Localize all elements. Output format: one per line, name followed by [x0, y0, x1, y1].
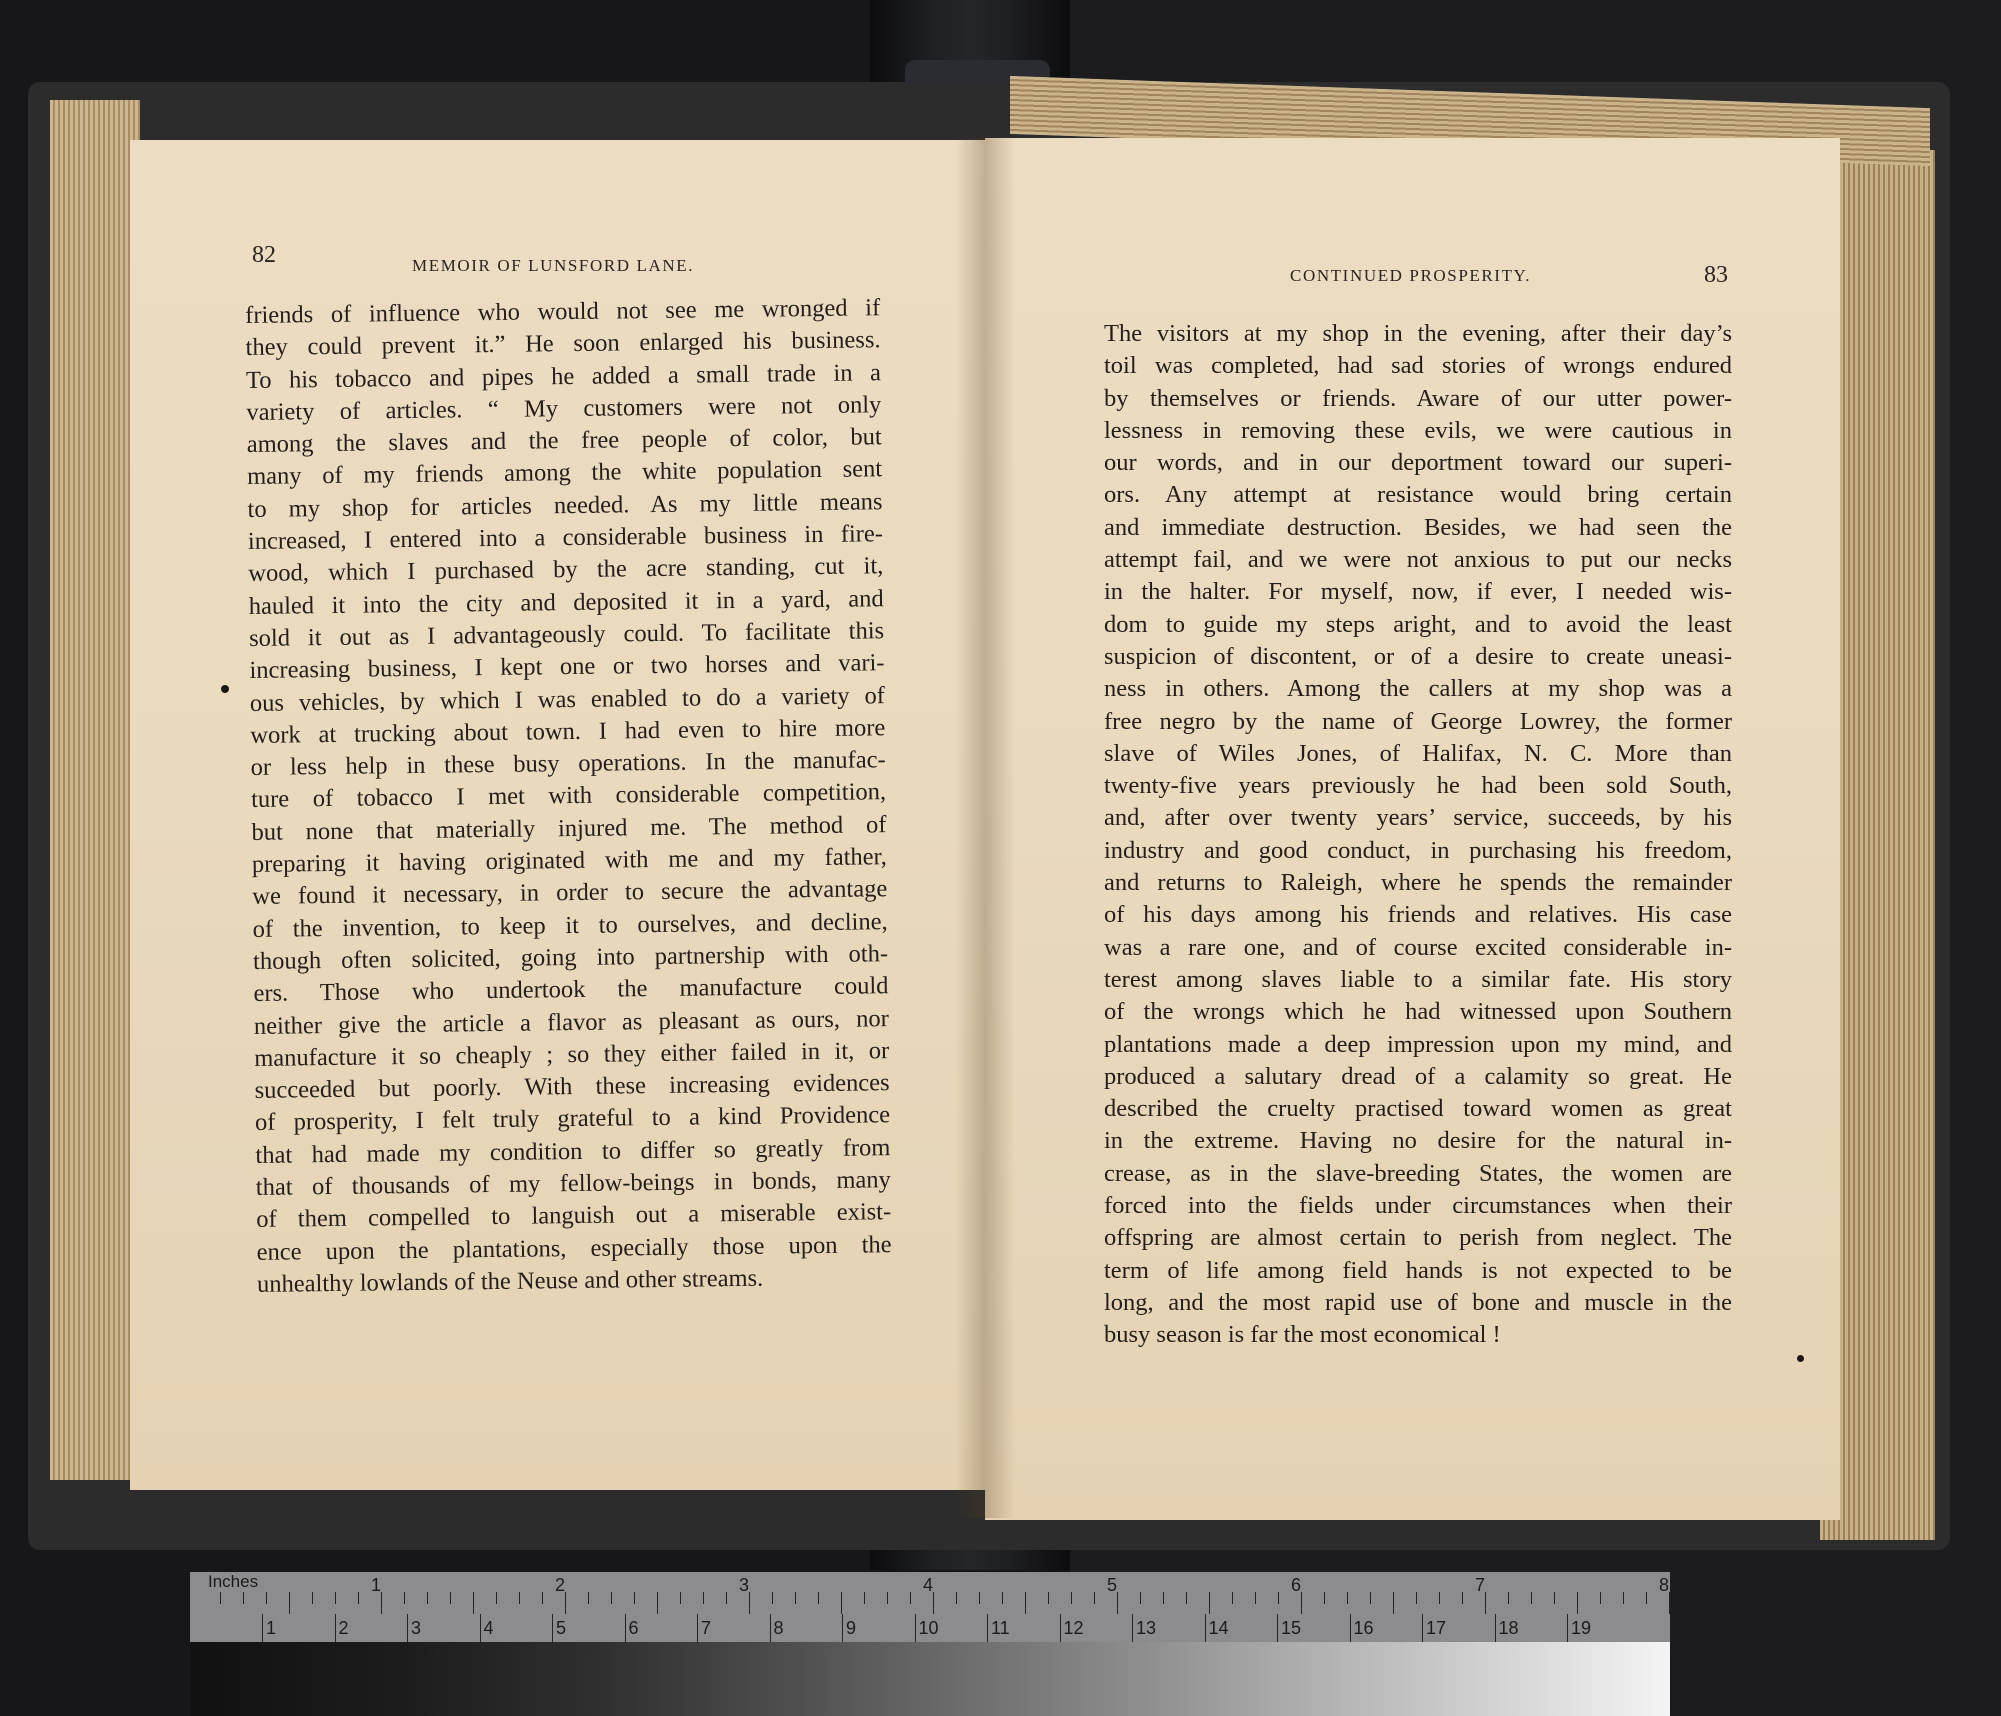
inch-tick	[519, 1592, 520, 1604]
text-line: we found it necessary, in order to secure the advantage	[252, 875, 888, 911]
inch-tick	[1232, 1592, 1233, 1604]
grayscale-strip	[190, 1642, 1670, 1716]
inch-tick	[1002, 1592, 1003, 1604]
cm-mark-label: 11	[991, 1618, 1010, 1638]
inch-tick	[1439, 1592, 1440, 1604]
inch-tick	[1255, 1592, 1256, 1604]
text-line: manufacture it so cheaply ; so they either failed in it, or	[254, 1037, 890, 1072]
inch-mark-label: 8	[1659, 1575, 1670, 1595]
inch-mark-label: 4	[923, 1575, 934, 1595]
text-line: succeeded but poorly. With these increasing evidences	[254, 1069, 890, 1105]
inch-tick	[588, 1592, 589, 1604]
inch-mark-label: 3	[739, 1575, 750, 1595]
text-line: unhealthy lowlands of the Neuse and other streams.	[256, 1264, 764, 1298]
text-line: ence upon the plantations, especially those upon the	[256, 1230, 892, 1266]
cm-mark-label: 10	[918, 1618, 939, 1638]
inch-tick	[381, 1592, 382, 1614]
inch-mark-label: 7	[1475, 1575, 1486, 1595]
cm-tick	[625, 1614, 626, 1642]
inch-tick	[749, 1592, 750, 1614]
inch-tick	[1071, 1592, 1072, 1604]
inch-mark-label: 1	[371, 1575, 382, 1595]
inch-tick	[1140, 1592, 1141, 1604]
text-line: hauled it into the city and deposited it in a yard, and	[248, 584, 884, 620]
inch-tick	[887, 1592, 888, 1604]
cm-tick	[407, 1614, 408, 1642]
inch-tick	[1117, 1592, 1118, 1614]
right-running-head: CONTINUED PROSPERITY.	[1290, 266, 1532, 285]
inch-tick	[1025, 1592, 1026, 1614]
cm-tick	[262, 1614, 263, 1642]
cm-mark-label: 9	[846, 1618, 857, 1638]
inch-tick	[680, 1592, 681, 1604]
cm-tick	[1205, 1614, 1206, 1642]
text-line: neither give the article a flavor as pleasant as ours, nor	[253, 1004, 889, 1040]
text-line: toil was completed, had sad stories of wrongs endured	[1104, 352, 1732, 380]
cm-mark-label: 12	[1063, 1618, 1084, 1638]
text-line: increasing business, I kept one or two horses and vari-	[249, 649, 885, 685]
cm-tick	[1132, 1614, 1133, 1642]
inch-tick	[1508, 1592, 1509, 1604]
text-line: they could prevent it.” He soon enlarged his business.	[245, 326, 881, 362]
cm-mark-label: 17	[1426, 1618, 1447, 1638]
text-line: long, and the most rapid use of bone and muscle in the	[1104, 1288, 1732, 1316]
text-line: by themselves or friends. Aware of our utter power-	[1104, 384, 1732, 412]
text-line: crease, as in the slave-breeding States, the women are	[1104, 1159, 1732, 1187]
text-line: though often solicited, going into partnership with oth-	[252, 940, 889, 975]
inch-tick	[450, 1592, 451, 1604]
cm-tick	[915, 1614, 916, 1642]
text-line: attempt fail, and we were not anxious to put our necks	[1104, 546, 1732, 574]
inch-tick	[243, 1592, 244, 1604]
inch-mark-label: 2	[555, 1575, 566, 1595]
text-line: offspring are almost certain to perish from neglect. The	[1104, 1224, 1732, 1252]
text-line: but none that materially injured me. The method of	[251, 810, 887, 846]
inch-tick	[956, 1592, 957, 1604]
text-line: term of life among field hands is not expected to be	[1104, 1256, 1732, 1284]
text-line: industry and good conduct, in purchasing his freedom,	[1104, 836, 1732, 864]
inch-tick	[1301, 1592, 1302, 1614]
inch-tick	[657, 1592, 658, 1614]
inch-tick	[795, 1592, 796, 1604]
cm-mark-label: 8	[773, 1618, 784, 1638]
text-line: of his days among his friends and relatives. His case	[1104, 901, 1732, 929]
cm-tick	[480, 1614, 481, 1642]
text-line: that had made my condition to differ so greatly from	[255, 1133, 891, 1169]
inch-tick	[1370, 1592, 1371, 1604]
text-line: among the slaves and the free people of color, but	[246, 423, 882, 459]
text-line: and immediate destruction. Besides, we had seen the	[1104, 513, 1732, 541]
text-line: ness in others. Among the callers at my shop was a	[1104, 675, 1732, 703]
text-line: ors. Any attempt at resistance would bring certain	[1104, 481, 1732, 509]
inch-tick	[404, 1592, 405, 1604]
text-line: in the halter. For myself, now, if ever, I needed wis-	[1104, 578, 1732, 606]
inch-tick	[726, 1592, 727, 1604]
text-line: To his tobacco and pipes he added a small trade in a	[245, 358, 882, 394]
text-line: ous vehicles, by which I was enabled to do a variety of	[249, 681, 886, 717]
inch-tick	[266, 1592, 267, 1604]
cm-tick	[770, 1614, 771, 1642]
inch-tick	[542, 1592, 543, 1604]
inch-tick	[427, 1592, 428, 1604]
inch-tick	[979, 1592, 980, 1604]
text-line: ers. Those who undertook the manufacture could	[253, 972, 889, 1008]
cm-mark-label: 4	[483, 1618, 494, 1638]
text-line: friends of influence who would not see me wronged if	[245, 294, 881, 329]
cm-tick	[1422, 1614, 1423, 1642]
inch-tick	[220, 1592, 221, 1604]
inch-tick	[1623, 1592, 1624, 1604]
cm-tick	[1277, 1614, 1278, 1642]
book-gutter	[955, 138, 1015, 1518]
inch-tick	[496, 1592, 497, 1604]
cm-mark-label: 19	[1571, 1618, 1592, 1638]
cm-tick	[1350, 1614, 1351, 1642]
inch-tick	[1163, 1592, 1164, 1604]
text-line: of prosperity, I felt truly grateful to a kind Providence	[254, 1101, 891, 1137]
inch-tick	[1646, 1592, 1647, 1604]
ink-speck	[221, 685, 229, 693]
cm-mark-label: 16	[1353, 1618, 1374, 1638]
left-page-number: 82	[252, 242, 276, 268]
text-line: was a rare one, and of course excited considerable in-	[1104, 933, 1732, 961]
text-line: work at trucking about town. I had even to hire more	[250, 714, 886, 749]
inch-tick	[289, 1592, 290, 1614]
cm-tick	[1495, 1614, 1496, 1642]
inch-tick	[1347, 1592, 1348, 1604]
text-line: twenty-five years previously he had been sold South,	[1104, 772, 1732, 800]
text-line: lessness in removing these evils, we were cautious in	[1104, 416, 1732, 444]
cm-mark-label: 18	[1498, 1618, 1519, 1638]
inch-tick	[703, 1592, 704, 1604]
cm-tick	[987, 1614, 988, 1642]
inch-tick	[1416, 1592, 1417, 1604]
cm-mark-label: 2	[338, 1618, 349, 1638]
text-line: slave of Wiles Jones, of Halifax, N. C. More than	[1104, 739, 1732, 767]
text-line: of them compelled to languish out a miserable exist-	[256, 1198, 892, 1234]
text-line: that of thousands of my fellow-beings in bonds, many	[255, 1166, 891, 1201]
inch-tick	[611, 1592, 612, 1604]
cm-tick	[335, 1614, 336, 1642]
text-line: of the invention, to keep it to ourselves, and decline,	[252, 907, 888, 943]
cm-tick	[552, 1614, 553, 1642]
cm-mark-label: 13	[1136, 1618, 1157, 1638]
text-line: or less help in these busy operations. In the manufac-	[250, 746, 886, 782]
inch-tick	[772, 1592, 773, 1604]
text-line: suspicion of discontent, or of a desire to create uneasi-	[1104, 642, 1732, 670]
cm-mark-label: 1	[266, 1618, 277, 1638]
inch-tick	[1393, 1592, 1394, 1614]
text-line: forced into the fields under circumstances when their	[1104, 1192, 1732, 1220]
text-line: our words, and in our deportment toward our superi-	[1104, 449, 1732, 477]
inch-tick	[818, 1592, 819, 1604]
text-line: to my shop for articles needed. As my little means	[247, 488, 883, 523]
inch-tick	[358, 1592, 359, 1604]
text-line: terest among slaves liable to a similar fate. His story	[1104, 965, 1732, 993]
cm-mark-label: 15	[1281, 1618, 1302, 1638]
text-line: and returns to Raleigh, where he spends the remainder	[1104, 869, 1732, 897]
text-line: busy season is far the most economical !	[1104, 1321, 1501, 1349]
inch-tick	[312, 1592, 313, 1604]
inch-tick	[1669, 1592, 1670, 1614]
cm-tick	[842, 1614, 843, 1642]
text-line: sold it out as I advantageously could. To facilitate this	[248, 617, 885, 652]
cm-tick	[1060, 1614, 1061, 1642]
inch-tick	[473, 1592, 474, 1614]
cm-tick	[1567, 1614, 1568, 1642]
right-page-body	[1104, 318, 1732, 1352]
inch-mark-label: 5	[1107, 1575, 1118, 1595]
cm-mark-label: 7	[701, 1618, 712, 1638]
inch-tick	[1600, 1592, 1601, 1604]
inch-mark-label: 6	[1291, 1575, 1302, 1595]
cm-tick	[697, 1614, 698, 1642]
text-line: and, after over twenty years’ service, succeeds, by his	[1104, 804, 1732, 832]
inch-tick	[1048, 1592, 1049, 1604]
inch-tick	[565, 1592, 566, 1614]
right-page-number: 83	[1704, 262, 1728, 288]
inch-tick	[1209, 1592, 1210, 1614]
inch-tick	[910, 1592, 911, 1604]
inch-tick	[1324, 1592, 1325, 1604]
text-line: produced a salutary dread of a calamity so great. He	[1104, 1062, 1732, 1090]
text-line: variety of articles. “ My customers were not only	[246, 391, 882, 426]
inch-tick	[1577, 1592, 1578, 1614]
cm-mark-label: 5	[556, 1618, 567, 1638]
text-line: of the wrongs which he had witnessed upon Southern	[1104, 998, 1732, 1026]
text-line: increased, I entered into a considerable business in fire-	[247, 520, 884, 556]
inch-tick	[1094, 1592, 1095, 1604]
text-line: wood, which I purchased by the acre standing, cut it,	[248, 552, 884, 588]
inch-tick	[1531, 1592, 1532, 1604]
cm-mark-label: 6	[628, 1618, 639, 1638]
text-line: The visitors at my shop in the evening, after their day’s	[1104, 320, 1732, 347]
inch-tick	[1462, 1592, 1463, 1604]
text-line: described the cruelty practised toward women as great	[1104, 1095, 1732, 1123]
inch-tick	[634, 1592, 635, 1604]
cm-mark-label: 14	[1208, 1618, 1229, 1638]
left-page-body	[245, 292, 892, 1301]
inch-tick	[933, 1592, 934, 1614]
inch-tick	[1278, 1592, 1279, 1604]
inch-tick	[1186, 1592, 1187, 1604]
ruler-unit-label: Inches	[208, 1572, 259, 1591]
inch-tick	[1485, 1592, 1486, 1614]
text-line: many of my friends among the white population sent	[246, 455, 883, 491]
text-line: free negro by the name of George Lowrey, the former	[1104, 707, 1732, 735]
text-line: plantations made a deep impression upon my mind, and	[1104, 1030, 1732, 1058]
text-line: dom to guide my steps aright, and to avoid the least	[1104, 610, 1732, 638]
inch-tick	[1554, 1592, 1555, 1604]
bleed-through-text	[400, 1322, 870, 1348]
text-line: preparing it having originated with me and my father,	[251, 843, 888, 879]
cm-mark-label: 3	[411, 1618, 422, 1638]
inch-tick	[864, 1592, 865, 1604]
inch-tick	[335, 1592, 336, 1604]
left-running-head: MEMOIR OF LUNSFORD LANE.	[412, 256, 695, 275]
inch-tick	[841, 1592, 842, 1614]
ink-speck	[1797, 1355, 1804, 1362]
text-line: ture of tobacco I met with considerable competition,	[250, 778, 887, 814]
page-edges-left	[50, 100, 140, 1480]
text-line: in the extreme. Having no desire for the natural in-	[1104, 1127, 1732, 1155]
